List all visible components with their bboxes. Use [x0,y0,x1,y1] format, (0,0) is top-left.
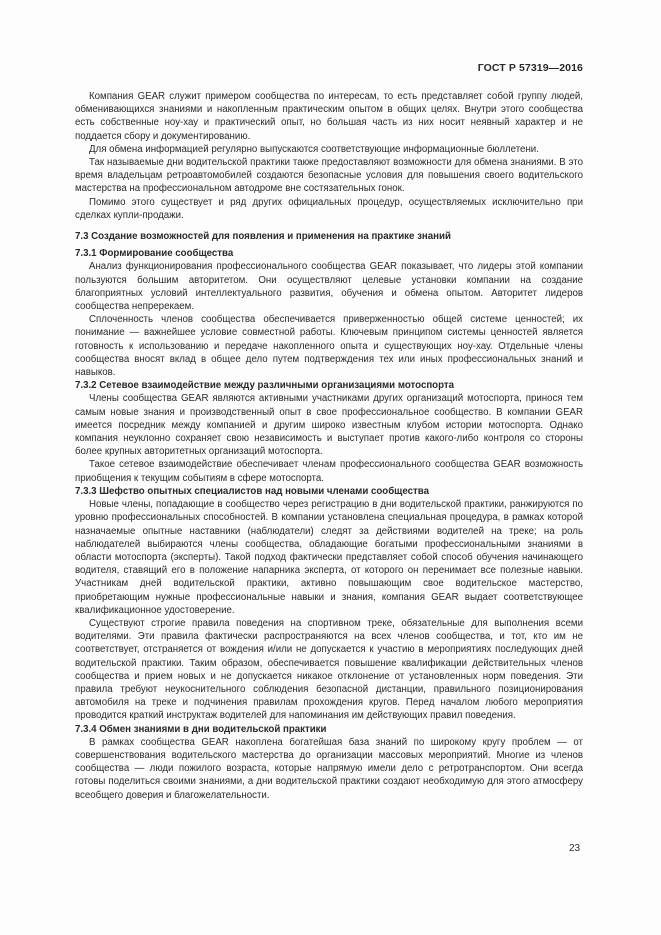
page-number: 23 [569,843,581,854]
paragraph: Такое сетевое взаимодействие обеспечивает членам профессионального сообщества GEAR возможность приобщения к текущим событиям в сфере мотоспорта. [75,459,583,484]
paragraph: Новые члены, попадающие в сообщество через регистрацию в дни водительской практики, ранжируются по уровню профессиональных способностей. В компании установлена специальная процедура, в рамках которой назначаемые опытные наставники (наблюдатели) следят за действиями водителей на треке; на роль наблюдателей выбираются члены сообщества, обладающие богатыми профессиональными знаниями в области мотоспорта (эксперты). Такой подход фактически представляет собой способ обучения начинающего водителя, ставящий его в положение напарника эксперта, от которого он перенимает все полезные навыки. Участникам дней водительской практики, активно повышающим свое водительское мастерство, приобретающим нужные профессиональные навыки и знания, компания GEAR выдает соответствующее квалификационное удостоверение. [75,499,583,616]
paragraph: Анализ функционирования профессионального сообщества GEAR показывает, что лидеры этой компании пользуются большим авторитетом. Они осуществляют целевые установки компании на создание благоприятных условий интеллектуального развития, обучения и обмена опытом. Авторитет лидеров сообщества непререкаем. [75,261,583,313]
paragraph: Сплоченность членов сообщества обеспечивается приверженностью общей системе ценностей; их понимание — важнейшее условие совместной работы. Ключевым принципом системы ценностей является готовность к использованию и передаче накопленного опыта и существующих ноу-хау. Отдельные члены сообщества вносят вклад в общее дело путем подтверждения тех или иных профессиональных знаний и навыков. [75,314,583,379]
document-body [75,90,583,802]
paragraph: В рамках сообщества GEAR накоплена богатейшая база знаний по широкому кругу проблем — от совершенствования водительского мастерства до организации массовых мероприятий. Многие из членов сообщества — люди пожилого возраста, которые напрямую имели дело с ретротранспортом. Они всегда готовы поделиться своими знаниями, а дни водительской практики создают необходимую для этого атмосферу всеобщего доверия и благожелательности. [75,736,583,801]
paragraph: Члены сообщества GEAR являются активными участниками других организаций мотоспорта, принося тем самым новые знания и производственный опыт в свое профессиональное сообщество. В компании GEAR имеется посредник между компанией и другим широко известным клубом истории мотоспорта. Однако компания неуклонно сохраняет свою независимость и выступает против какого-либо контроля со стороны более крупных авторитетных организаций мотоспорта. [75,393,583,458]
paragraph: Компания GEAR служит примером сообщества по интересам, то есть представляет собой группу людей, обменивающихся знаниями и накопленным практическим опытом в общих целях. Внутри этого сообщества есть собственные ноу-хау и практический опыт, но большая часть из них носит неявный характер и не поддается сбору и документированию. [75,91,583,142]
section-heading: 7.3 Создание возможностей для появления и применения на практике знаний [75,231,451,243]
subsection-heading: 7.3.1 Формирование сообщества [75,248,234,260]
paragraph: Для обмена информацией регулярно выпускаются соответствующие информационные бюллетени. [89,143,539,155]
subsection-heading: 7.3.4 Обмен знаниями в дни водительской практики [75,723,327,735]
paragraph: Так называемые дни водительской практики также предоставляют возможности для обмена знаниями. В это время владельцам ретроавтомобилей создаются безопасные условия для повышения своего водительского мастерства на профессиональном автодроме вне состязательных гонок. [75,157,583,195]
subsection-heading: 7.3.2 Сетевое взаимодействие между различными организациями мотоспорта [75,380,455,392]
paragraph: Существуют строгие правила поведения на спортивном треке, обязательные для выполнения всеми водителями. Эти правила фактически распространяются на всех членов сообщества, и тот, кто им не соответствует, отстраняется от вождения и/или не допускается к участию в мероприятиях последующих дней водительской практики. Таким образом, обеспечивается повышение квалификации действительных членов сообщества и прием новых и не допускается никакое отклонение от установленных норм поведения. Эти правила требуют неукоснительного соблюдения безопасной дистанции, правильного позиционирования автомобиля на треке и подчинения правилам прохождения кругов. Перед началом любого мероприятия проводится краткий инструктаж водителей для напоминания им действующих правил поведения. [75,617,583,722]
standard-designation: ГОСТ Р 57319—2016 [477,62,583,74]
subsection-heading: 7.3.3 Шефство опытных специалистов над новыми членами сообщества [75,485,429,497]
paragraph: Помимо этого существует и ряд других официальных процедур, осуществляемых исключительно при сделках купли-продажи. [75,196,583,221]
